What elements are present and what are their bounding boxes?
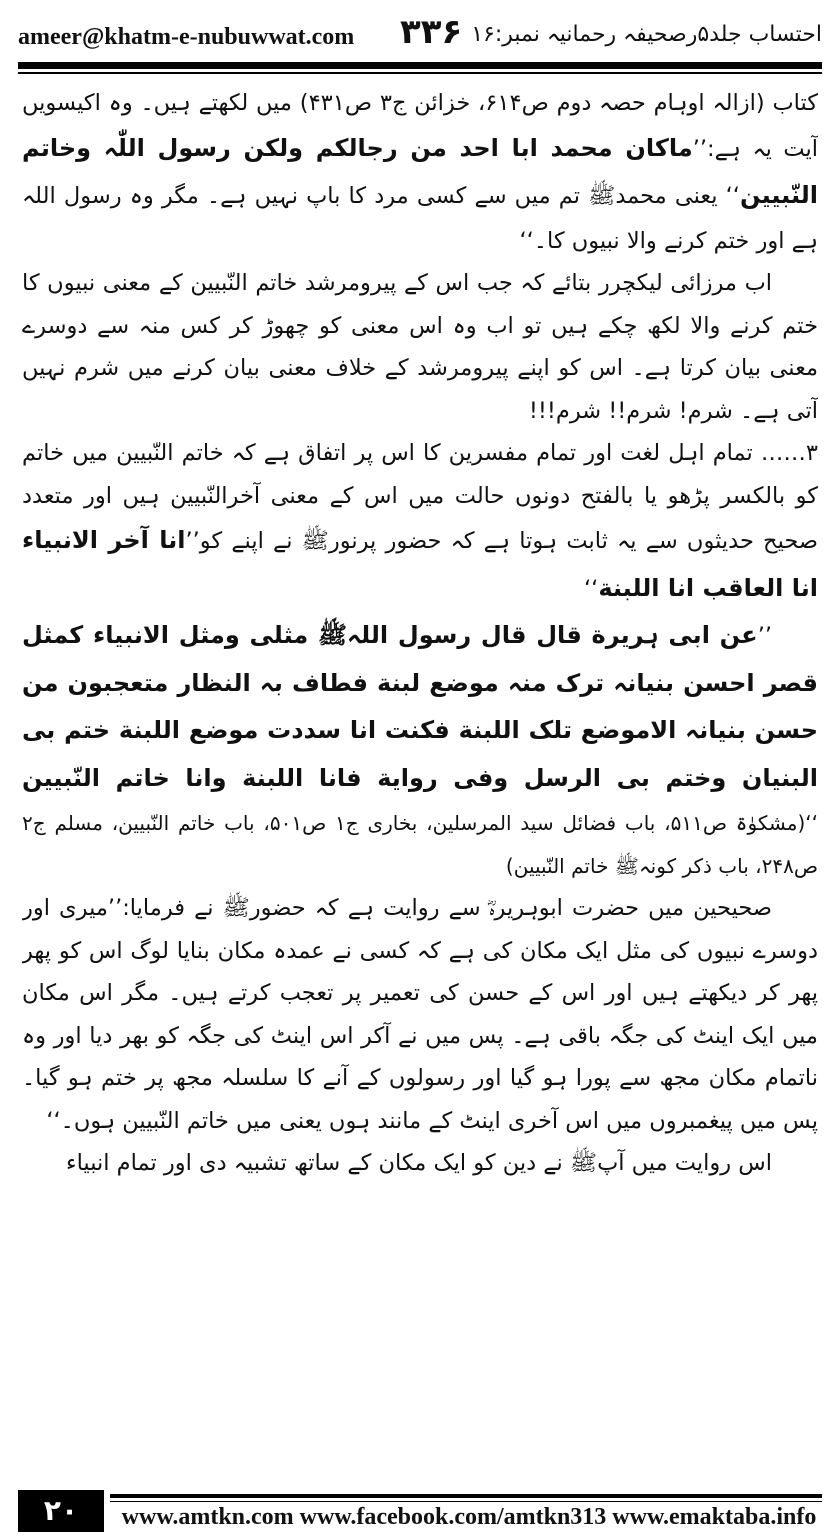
page-header xyxy=(18,10,822,56)
hadith-quote-short: انا آخر الانبیاء انا العاقب انا اللبنة xyxy=(22,526,818,602)
footer-links: www.amtkn.com www.facebook.com/amtkn313 www.emaktaba.info xyxy=(121,1504,817,1530)
paragraph-1 xyxy=(22,82,818,262)
paragraph-2: اب مرزائی لیکچرر بتائے کہ جب اس کے پیرومرشد خاتم النّبیین کے معنی نبیوں کا ختم کرنے والا لکھ چکے ہیں تو اب وہ اس معنی کو چھوڑ کر کس منہ سے دوسرے معنی بیان کرتا ہے۔ اس کو اپنے پیرومرشد کے خلاف معنی بیان کرنے میں شرم نہیں آتی ہے۔ شرم! شرم!! شرم!!! xyxy=(22,270,818,424)
paragraph-3-number: ۳…… xyxy=(760,440,818,466)
header-page-number: ۳۳۶ xyxy=(400,12,463,52)
footer-rule-thick xyxy=(110,1494,822,1498)
paragraph-4: صحیحین میں حضرت ابوہریرہؓ سے روایت ہے کہ حضورﷺ نے فرمایا:’’میری اور دوسرے نبیوں کی مثل ایک مکان کی ہے کہ کسی نے عمدہ مکان بنایا لوگ اس کو پھر پھر کر دیکھتے ہیں اور اس کے حسن کی تعمیر پر تعجب کرتے ہیں۔ مگر اس مکان میں ایک اینٹ کی جگہ باقی ہے۔ پس میں نے آکر اس اینٹ کی جگہ کو بھر دیا اور وہ ناتمام مکان مجھ سے پورا ہو گیا اور رسولوں کے آنے کا سلسلہ مجھ پر ختم ہو گیا۔ پس میں پیغمبروں میں اس آخری اینٹ کے مانند ہوں یعنی میں خاتم النّبیین ہوں۔‘‘ xyxy=(22,895,818,1134)
hadith-block xyxy=(22,612,818,887)
footer-page-number: ۲۰ xyxy=(18,1490,104,1532)
paragraph-3-text: تمام اہل لغت اور تمام مفسرین کا اس پر اتفاق ہے کہ خاتم النّبیین میں خاتم کو بالکسر پڑھو یا بالفتح دونوں حالت میں اس کے معنی آخرالنّبیین ہیں اور متعدد صحیح حدیثوں سے یہ ثابت ہوتا ہے کہ حضور پرنورﷺ نے اپنے کو’’ xyxy=(22,440,818,554)
hadith-open-quote: ’’ xyxy=(757,623,772,649)
footer-rule-thin xyxy=(110,1501,822,1502)
header-rule-thick xyxy=(18,62,822,69)
page-body xyxy=(22,82,818,1477)
hadith-text: عن ابی ہریرة قال قال رسول اللہﷺ مثلی ومثل الانبیاء کمثل قصر احسن بنیانہ ترک منہ موضع لبنة فطاف بہ النظار متعجبون من حسن بنیانہ الاموضع تلک اللبنة فکنت انا سددت موضع اللبنة ختم بی البنیان وختم بی الرسل وفی روایة فانا اللبنة وانا خاتم النّبیین xyxy=(22,621,818,792)
header-rule-thin xyxy=(18,72,822,74)
hadith-reference: ‘‘(مشکوٰۃ ص۵۱۱، باب فضائل سید المرسلین، بخاری ج۱ ص۵۰۱، باب خاتم النّبیین، مسلم ج۲ ص۲۴۸، باب ذکر کونہﷺ خاتم النّبیین) xyxy=(22,811,818,878)
paragraph-3 xyxy=(22,432,818,612)
header-email: ameer@khatm-e-nubuwwat.com xyxy=(18,24,355,50)
paragraph-1-text: کتاب (ازالہ اوہام حصہ دوم ص۶۱۴، خزائن ج۳ ص۴۳۱) میں لکھتے ہیں۔ وہ اکیسویں آیت یہ ہے:’’ xyxy=(22,90,818,162)
page-footer xyxy=(18,1490,822,1532)
paragraph-3-close-quote: ‘‘ xyxy=(584,575,599,602)
paragraph-1-translation: ‘‘ یعنی محمدﷺ تم میں سے کسی مرد کا باپ نہیں ہے۔ مگر وہ رسول اللہ ہے اور ختم کرنے والا نبیوں کا۔‘‘ xyxy=(22,183,818,254)
quran-verse: ماکان محمد ابا احد من رجالکم ولکن رسول اللّٰہ وخاتم النّبیین xyxy=(22,133,818,209)
paragraph-5: اس روایت میں آپﷺ نے دین کو ایک مکان کے ساتھ تشبیہ دی اور تمام انبیاء xyxy=(66,1150,772,1176)
header-book-title: احتساب جلد۵رصحیفہ رحمانیہ نمبر:۱۶ xyxy=(471,22,822,47)
